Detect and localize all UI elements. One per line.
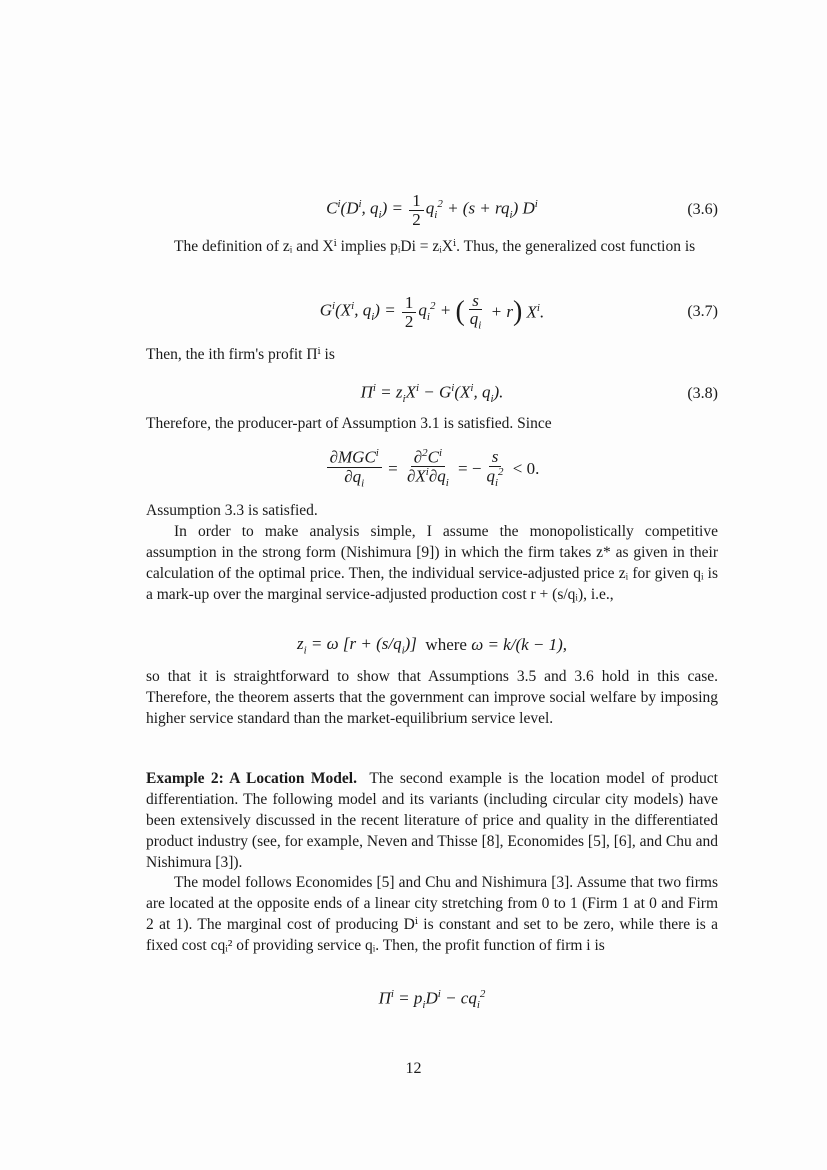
equation-number: (3.6)	[687, 201, 718, 218]
paragraph: In order to make analysis simple, I assume the monopolistically competitive assumption in the strong form (Nishimura [9]) in which the firm takes z* as given in their calculation of the optimal price. Then, the individual service-adjusted price zᵢ for given qᵢ is a mark-up over the marginal service-adjusted production cost r + (s/qᵢ), i.e.,	[146, 523, 718, 603]
page-number: 12	[405, 1060, 422, 1077]
markup-equation: $z_i = \omega$ $[r + (s/q_i)]$ where ω = k/(k − 1),	[296, 633, 568, 657]
equation-number: (3.7)	[687, 303, 718, 320]
profit-equation: $\Pi^i = p_iD^i - cq_i^2$	[378, 988, 486, 1012]
paragraph: Assumption 3.3 is satisfied.	[146, 502, 318, 519]
paragraph: Therefore, the producer-part of Assumption 3.1 is satisfied. Since	[146, 415, 552, 432]
equation-3-8: $\Pi^i = z_iX^i - G^i(X^i$, $q_i$). (3.8)	[360, 382, 718, 406]
equation-3-7: $G^i(X^i$, $q_i$) = $\frac{1}{2}$ $q_i^2$ + ( $\frac{s}{q_i}$ + r ) $X^i$. (3.7)	[319, 290, 718, 332]
paragraph: so that it is straightforward to show that Assumptions 3.5 and 3.6 hold in this case. Therefore, the theorem asserts that the government can improve social welfare by imposing higher service standard than the market-equilibrium service level.	[146, 668, 718, 727]
paragraph	[146, 768, 718, 873]
paragraph-text: The second example is the location model of product differentiation. The following model and its variants (including circular city models) have been extensively discussed in the recent literature of price and quality in the differentiated product industry (see, for example, Neven and Thisse [8], Economides [5], [6], and Chu and Nishimura [3]).	[146, 770, 718, 871]
paragraph: The definition of zᵢ and Xⁱ implies pᵢDi = zᵢXⁱ. Thus, the generalized cost function is	[174, 238, 696, 255]
equation-number: (3.8)	[687, 385, 718, 402]
equation-3-6: $C^i(D^i$, $q_i$) = $\frac{1}{2}$ $q_i^2 + (s + rq_i)$ $D^i$ (3.6)	[326, 190, 718, 229]
paragraph: The model follows Economides [5] and Chu and Nishimura [3]. Assume that two firms are located at the opposite ends of a linear city stretching from 0 to 1 (Firm 1 at 0 and Firm 2 at 1). The marginal cost of producing Dⁱ is constant and set to be zero, while there is a fixed cost cqᵢ² of providing service qᵢ. Then, the profit function of firm i is	[146, 874, 718, 954]
paragraph: Then, the ith firm's profit Πⁱ is	[146, 346, 335, 363]
derivative-equation: $\frac{\partial MGC^i}{\partial q_i}$ = $\frac{\partial^2C^i}{\partial X^i\partial q_i}$ = − $\frac{s}{q_i^2}$ < 0.	[146, 444, 718, 494]
example-heading: Example 2: A Location Model.	[146, 770, 357, 787]
